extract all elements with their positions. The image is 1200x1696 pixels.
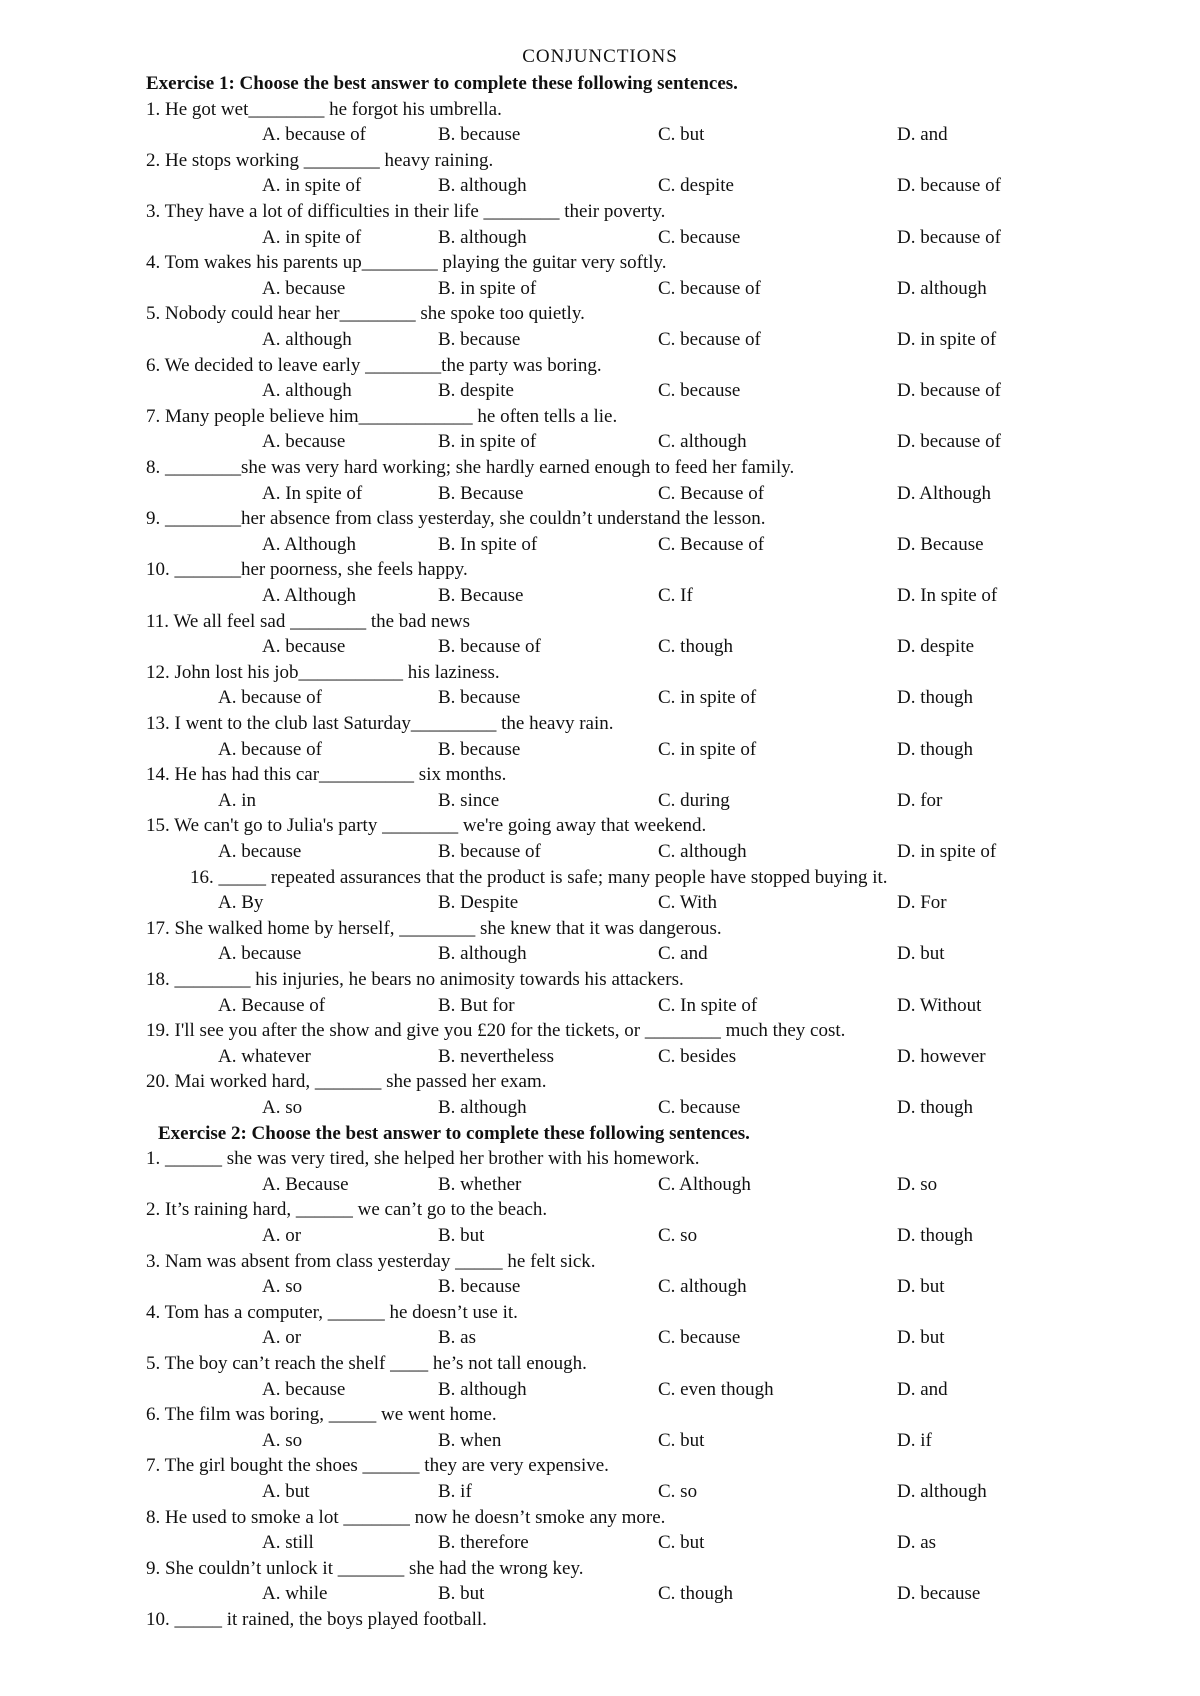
exercise-2-q6-option-b[interactable]: B. when	[438, 1430, 502, 1451]
exercise-1-q6-option-c[interactable]: C. because	[658, 380, 741, 401]
exercise-1-q2-option-b[interactable]: B. although	[438, 175, 527, 196]
exercise-1-q15-option-b[interactable]: B. because of	[438, 841, 541, 862]
exercise-1-q13-option-a[interactable]: A. because of	[218, 739, 322, 760]
exercise-1-q3-option-b[interactable]: B. although	[438, 227, 527, 248]
exercise-1-question-3: 3. They have a lot of difficulties in their life ________ their poverty.	[146, 201, 666, 222]
exercise-1-q16-option-b[interactable]: B. Despite	[438, 892, 519, 913]
exercise-2-q9-option-a[interactable]: A. while	[262, 1583, 328, 1604]
exercise-2-q9-option-c[interactable]: C. though	[658, 1583, 733, 1604]
exercise-1-heading: Exercise 1: Choose the best answer to complete these following sentences.	[146, 73, 738, 94]
exercise-1-q17-option-d[interactable]: D. but	[897, 943, 945, 964]
exercise-2-q3-option-d[interactable]: D. but	[897, 1276, 945, 1297]
exercise-1-q6-option-b[interactable]: B. despite	[438, 380, 514, 401]
exercise-1-q7-option-d[interactable]: D. because of	[897, 431, 1001, 452]
exercise-1-q9-option-b[interactable]: B. In spite of	[438, 534, 538, 555]
exercise-1-q17-option-b[interactable]: B. although	[438, 943, 527, 964]
exercise-1-q5-option-a[interactable]: A. although	[262, 329, 352, 350]
exercise-1-q13-option-c[interactable]: C. in spite of	[658, 739, 757, 760]
exercise-1-question-10: 10. _______her poorness, she feels happy.	[146, 559, 468, 580]
exercise-2-q6-option-c[interactable]: C. but	[658, 1430, 705, 1451]
exercise-1-q12-option-a[interactable]: A. because of	[218, 687, 322, 708]
exercise-2-q4-option-a[interactable]: A. or	[262, 1327, 302, 1348]
exercise-2-question-3: 3. Nam was absent from class yesterday _____ he felt sick.	[146, 1251, 596, 1272]
exercise-2-q4-option-c[interactable]: C. because	[658, 1327, 741, 1348]
exercise-1-q9-option-a[interactable]: A. Although	[262, 534, 356, 555]
exercise-2-q5-option-b[interactable]: B. although	[438, 1379, 527, 1400]
exercise-1-question-11: 11. We all feel sad ________ the bad news	[146, 611, 471, 632]
exercise-2-question-5: 5. The boy can’t reach the shelf ____ he’s not tall enough.	[146, 1353, 587, 1374]
exercise-1-q12-option-b[interactable]: B. because	[438, 687, 521, 708]
exercise-2-question-8: 8. He used to smoke a lot _______ now he doesn’t smoke any more.	[146, 1507, 666, 1528]
exercise-1-q6-option-d[interactable]: D. because of	[897, 380, 1001, 401]
exercise-2-question-1: 1. ______ she was very tired, she helped her brother with his homework.	[146, 1148, 700, 1169]
exercise-2-q5-option-c[interactable]: C. even though	[658, 1379, 774, 1400]
exercise-1-q11-option-a[interactable]: A. because	[262, 636, 346, 657]
exercise-1-question-5: 5. Nobody could hear her________ she spoke too quietly.	[146, 303, 585, 324]
exercise-1-q1-option-b[interactable]: B. because	[438, 124, 521, 145]
exercise-2-q4-option-b[interactable]: B. as	[438, 1327, 476, 1348]
exercise-1-q19-option-c[interactable]: C. besides	[658, 1046, 737, 1067]
exercise-1-q3-option-d[interactable]: D. because of	[897, 227, 1001, 248]
exercise-1-q4-option-c[interactable]: C. because of	[658, 278, 761, 299]
exercise-2-question-6: 6. The film was boring, _____ we went home.	[146, 1404, 497, 1425]
exercise-1-q17-option-c[interactable]: C. and	[658, 943, 708, 964]
exercise-1-question-19: 19. I'll see you after the show and give you £20 for the tickets, or ________ much they cost.	[146, 1020, 846, 1041]
exercise-1-q12-option-c[interactable]: C. in spite of	[658, 687, 757, 708]
exercise-1-q20-option-d[interactable]: D. though	[897, 1097, 973, 1118]
exercise-2-q7-option-a[interactable]: A. but	[262, 1481, 310, 1502]
exercise-1-q4-option-b[interactable]: B. in spite of	[438, 278, 537, 299]
exercise-1-q11-option-b[interactable]: B. because of	[438, 636, 541, 657]
exercise-2-q8-option-a[interactable]: A. still	[262, 1532, 314, 1553]
exercise-1-q14-option-d[interactable]: D. for	[897, 790, 943, 811]
exercise-1-q10-option-b[interactable]: B. Because	[438, 585, 524, 606]
exercise-2-q1-option-c[interactable]: C. Although	[658, 1174, 751, 1195]
exercise-1-question-4: 4. Tom wakes his parents up________ playing the guitar very softly.	[146, 252, 667, 273]
exercise-2-question-10: 10. _____ it rained, the boys played football.	[146, 1609, 487, 1630]
exercise-1-q14-option-c[interactable]: C. during	[658, 790, 730, 811]
exercise-2-q3-option-b[interactable]: B. because	[438, 1276, 521, 1297]
exercise-1-q1-option-d[interactable]: D. and	[897, 124, 948, 145]
exercise-1-q18-option-d[interactable]: D. Without	[897, 995, 982, 1016]
exercise-1-question-17: 17. She walked home by herself, ________ she knew that it was dangerous.	[146, 918, 722, 939]
exercise-1-question-12: 12. John lost his job___________ his laziness.	[146, 662, 500, 683]
exercise-1-q1-option-a[interactable]: A. because of	[262, 124, 366, 145]
exercise-2-q3-option-c[interactable]: C. although	[658, 1276, 747, 1297]
exercise-2-q1-option-b[interactable]: B. whether	[438, 1174, 522, 1195]
exercise-2-q5-option-a[interactable]: A. because	[262, 1379, 346, 1400]
exercise-1-q13-option-d[interactable]: D. though	[897, 739, 973, 760]
exercise-1-question-20: 20. Mai worked hard, _______ she passed her exam.	[146, 1071, 547, 1092]
exercise-2-q7-option-d[interactable]: D. although	[897, 1481, 987, 1502]
exercise-1-q8-option-d[interactable]: D. Although	[897, 483, 991, 504]
exercise-1-q11-option-d[interactable]: D. despite	[897, 636, 975, 657]
exercise-1-q7-option-b[interactable]: B. in spite of	[438, 431, 537, 452]
exercise-2-q4-option-d[interactable]: D. but	[897, 1327, 945, 1348]
exercise-2-q5-option-d[interactable]: D. and	[897, 1379, 948, 1400]
exercise-1-q20-option-b[interactable]: B. although	[438, 1097, 527, 1118]
exercise-2-question-2: 2. It’s raining hard, ______ we can’t go to the beach.	[146, 1199, 548, 1220]
exercise-2-heading: Exercise 2: Choose the best answer to complete these following sentences.	[158, 1123, 750, 1144]
exercise-2-q7-option-b[interactable]: B. if	[438, 1481, 472, 1502]
exercise-1-q14-option-b[interactable]: B. since	[438, 790, 500, 811]
exercise-1-q5-option-d[interactable]: D. in spite of	[897, 329, 997, 350]
exercise-2-q9-option-b[interactable]: B. but	[438, 1583, 485, 1604]
exercise-1-question-18: 18. ________ his injuries, he bears no animosity towards his attackers.	[146, 969, 684, 990]
exercise-1-question-7: 7. Many people believe him____________ he often tells a lie.	[146, 406, 618, 427]
exercise-1-q10-option-a[interactable]: A. Although	[262, 585, 356, 606]
exercise-2-question-9: 9. She couldn’t unlock it _______ she had the wrong key.	[146, 1558, 584, 1579]
exercise-1-q16-option-c[interactable]: C. With	[658, 892, 718, 913]
exercise-2-q1-option-d[interactable]: D. so	[897, 1174, 938, 1195]
exercise-1-q7-option-a[interactable]: A. because	[262, 431, 346, 452]
exercise-1-question-16: 16. _____ repeated assurances that the product is safe; many people have stopped buying it.	[190, 867, 888, 888]
exercise-1-q9-option-d[interactable]: D. Because	[897, 534, 984, 555]
exercise-1-q18-option-c[interactable]: C. In spite of	[658, 995, 758, 1016]
exercise-1-q19-option-d[interactable]: D. however	[897, 1046, 986, 1067]
exercise-2-q2-option-a[interactable]: A. or	[262, 1225, 302, 1246]
exercise-1-question-2: 2. He stops working ________ heavy raining.	[146, 150, 494, 171]
exercise-2-q9-option-d[interactable]: D. because	[897, 1583, 981, 1604]
exercise-1-q5-option-c[interactable]: C. because of	[658, 329, 761, 350]
exercise-2-q8-option-b[interactable]: B. therefore	[438, 1532, 529, 1553]
exercise-1-q1-option-c[interactable]: C. but	[658, 124, 705, 145]
exercise-2-q7-option-c[interactable]: C. so	[658, 1481, 698, 1502]
exercise-1-q16-option-a[interactable]: A. By	[218, 892, 264, 913]
exercise-1-question-9: 9. ________her absence from class yesterday, she couldn’t understand the lesson.	[146, 508, 766, 529]
exercise-1-q20-option-a[interactable]: A. so	[262, 1097, 303, 1118]
exercise-1-q2-option-c[interactable]: C. despite	[658, 175, 734, 196]
exercise-1-question-15: 15. We can't go to Julia's party ________ we're going away that weekend.	[146, 815, 707, 836]
exercise-2-q2-option-d[interactable]: D. though	[897, 1225, 973, 1246]
exercise-1-q8-option-c[interactable]: C. Because of	[658, 483, 765, 504]
exercise-2-q3-option-a[interactable]: A. so	[262, 1276, 303, 1297]
exercise-1-q4-option-d[interactable]: D. although	[897, 278, 987, 299]
exercise-1-q2-option-d[interactable]: D. because of	[897, 175, 1001, 196]
exercise-1-q20-option-c[interactable]: C. because	[658, 1097, 741, 1118]
exercise-1-question-8: 8. ________she was very hard working; she hardly earned enough to feed her family.	[146, 457, 795, 478]
exercise-1-q8-option-a[interactable]: A. In spite of	[262, 483, 363, 504]
exercise-2-q6-option-a[interactable]: A. so	[262, 1430, 303, 1451]
exercise-2-q8-option-c[interactable]: C. but	[658, 1532, 705, 1553]
page-title: CONJUNCTIONS	[522, 46, 678, 67]
exercise-1-question-1: 1. He got wet________ he forgot his umbrella.	[146, 99, 502, 120]
exercise-1-question-6: 6. We decided to leave early ________the party was boring.	[146, 355, 602, 376]
exercise-1-q12-option-d[interactable]: D. though	[897, 687, 973, 708]
exercise-2-question-4: 4. Tom has a computer, ______ he doesn’t use it.	[146, 1302, 518, 1323]
exercise-1-q3-option-a[interactable]: A. in spite of	[262, 227, 362, 248]
exercise-1-q6-option-a[interactable]: A. although	[262, 380, 352, 401]
exercise-1-q5-option-b[interactable]: B. because	[438, 329, 521, 350]
exercise-2-q6-option-d[interactable]: D. if	[897, 1430, 932, 1451]
exercise-1-q14-option-a[interactable]: A. in	[218, 790, 256, 811]
exercise-1-q15-option-c[interactable]: C. although	[658, 841, 747, 862]
exercise-1-q7-option-c[interactable]: C. although	[658, 431, 747, 452]
exercise-1-question-13: 13. I went to the club last Saturday_________ the heavy rain.	[146, 713, 614, 734]
exercise-1-q4-option-a[interactable]: A. because	[262, 278, 346, 299]
exercise-2-q1-option-a[interactable]: A. Because	[262, 1174, 349, 1195]
exercise-1-q13-option-b[interactable]: B. because	[438, 739, 521, 760]
exercise-1-q8-option-b[interactable]: B. Because	[438, 483, 524, 504]
exercise-1-q15-option-a[interactable]: A. because	[218, 841, 302, 862]
exercise-1-q16-option-d[interactable]: D. For	[897, 892, 947, 913]
exercise-2-q8-option-d[interactable]: D. as	[897, 1532, 937, 1553]
exercise-1-q18-option-b[interactable]: B. But for	[438, 995, 515, 1016]
exercise-1-q3-option-c[interactable]: C. because	[658, 227, 741, 248]
exercise-1-q10-option-d[interactable]: D. In spite of	[897, 585, 998, 606]
exercise-1-q17-option-a[interactable]: A. because	[218, 943, 302, 964]
exercise-1-question-14: 14. He has had this car__________ six months.	[146, 764, 507, 785]
exercise-1-q19-option-a[interactable]: A. whatever	[218, 1046, 311, 1067]
exercise-1-q15-option-d[interactable]: D. in spite of	[897, 841, 997, 862]
exercise-1-q2-option-a[interactable]: A. in spite of	[262, 175, 362, 196]
exercise-1-q18-option-a[interactable]: A. Because of	[218, 995, 326, 1016]
exercise-2-question-7: 7. The girl bought the shoes ______ they are very expensive.	[146, 1455, 609, 1476]
exercise-2-q2-option-b[interactable]: B. but	[438, 1225, 485, 1246]
exercise-1-q19-option-b[interactable]: B. nevertheless	[438, 1046, 555, 1067]
exercise-1-q10-option-c[interactable]: C. If	[658, 585, 693, 606]
exercise-1-q11-option-c[interactable]: C. though	[658, 636, 733, 657]
exercise-1-q9-option-c[interactable]: C. Because of	[658, 534, 765, 555]
exercise-2-q2-option-c[interactable]: C. so	[658, 1225, 698, 1246]
